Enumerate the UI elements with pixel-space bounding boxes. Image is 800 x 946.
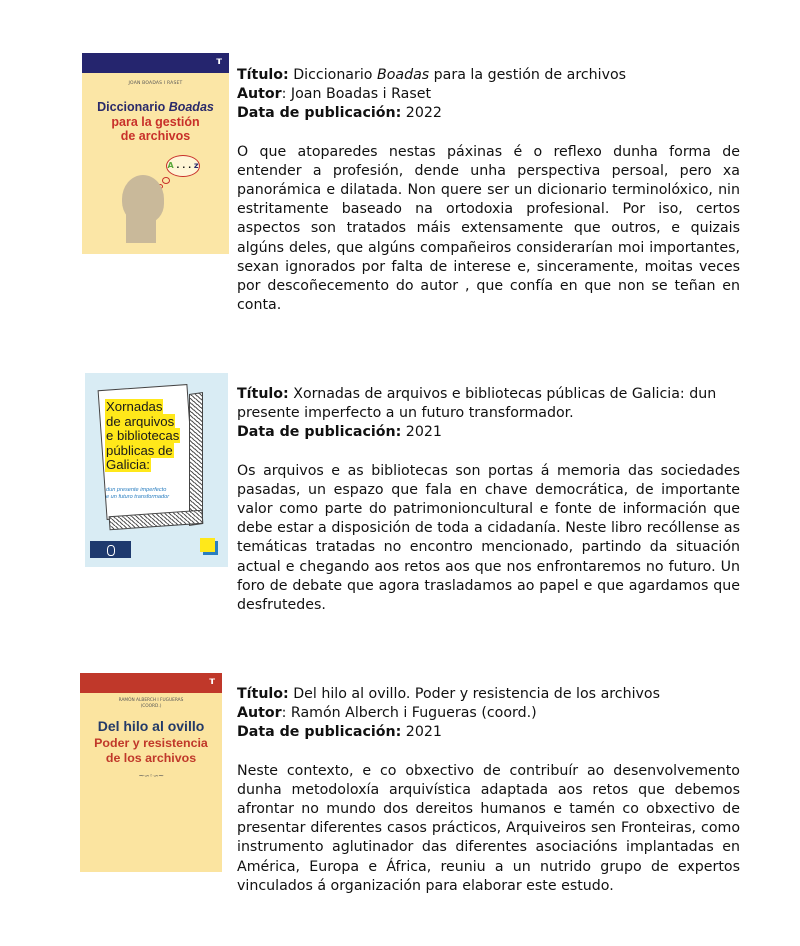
book-description: Os arquivos e as bibliotecas son portas á memoria das sociedades pasadas, un espazo que fala en chave democrática, de importante valor como parte do patrimonioncultural e fonte de información que debe estar a disposición de toda a cidadanía. Neste libro recóllense as temáticas tratadas no encontro mencionado, partindo da situación actual e chegando aos retos aos que nos enfrontaremos no futuro. Un foro de debate que agora trasladamos ao papel e que agardamos que desfrutedes. (237, 462, 740, 614)
cover-author-role: (COORD.) (140, 704, 162, 709)
cover-subtitle-line: para la gestión (111, 115, 200, 129)
cover-author-name: RAMÓN ALBERCH I FUGUERAS (118, 698, 184, 703)
cover-top-band (80, 673, 222, 693)
book-title-line (237, 66, 740, 85)
cover-subtitle-line: de los archivos (105, 751, 197, 765)
cover-title-line: de arquivos (106, 413, 175, 429)
book-description: Neste contexto, e co obxectivo de contribuír ao desenvolvemento dunha metodoloxía arquivística adaptada aos retos que debemos afrontar no mundo dos dereitos humanos e tamén co obxectivo de presentar diferentes casos prácticos, Arquiveiros sen Fronteiras, como instrumento aglutinador das diferentes asociacións implantadas en América, Europa e África, reuniu a un nutrido grupo de expertos vinculados á organización para elaborar este estudo. (237, 762, 740, 894)
book-title-line (237, 685, 740, 704)
cover-subtitle-line: Poder y resistencia (94, 736, 208, 750)
author-separator: : (281, 86, 291, 103)
book-info (237, 385, 740, 615)
book-author-line (237, 85, 740, 104)
date-label: Data de publicación: (237, 724, 402, 741)
cover-title-line: Galicia: (106, 457, 150, 473)
cover-title (105, 400, 213, 473)
book-title-italic: Boadas (376, 67, 430, 83)
cover-title: Del hilo al ovillo (97, 718, 205, 734)
publisher-logo-icon: т (216, 56, 222, 67)
book-info (237, 685, 740, 896)
cover-top-band (82, 53, 229, 73)
cover-title-line: e bibliotecas (106, 428, 180, 444)
book-cover-image (85, 373, 228, 567)
book-title: Del hilo al ovillo. Poder y resistencia de los archivos (288, 686, 660, 702)
cover-title-text: Diccionario (97, 100, 169, 114)
title-label: Título: (237, 386, 289, 402)
bubble-letter-a: A (167, 161, 174, 170)
book-author-line (237, 704, 740, 723)
book-date-line (237, 104, 740, 123)
institution-logo-icon (90, 541, 131, 558)
ornament-icon: ~∽◦∽~ (138, 772, 164, 780)
cover-title (82, 100, 229, 114)
bubble-dots: . . . (173, 161, 194, 170)
book-date: 2021 (401, 724, 442, 741)
book-date: 2021 (401, 424, 442, 441)
book-author: Ramón Alberch i Fugueras (coord.) (290, 705, 537, 722)
cover-subtitle-line: e un futuro transformador (106, 493, 170, 500)
author-label: Autor (237, 86, 282, 103)
cover-subtitle (106, 487, 206, 501)
bubble-letter-z: z (193, 161, 199, 170)
title-label: Título: (237, 67, 289, 83)
thought-bubble-icon (166, 155, 200, 177)
book-title-line (237, 385, 740, 423)
date-label: Data de publicación: (237, 424, 402, 441)
author-label: Autor (237, 705, 282, 722)
publisher-logo-icon: т (209, 676, 215, 687)
book-title: Xornadas de arquivos e bibliotecas públicas de Galicia: dun presente imperfecto a un futuro transformador. (237, 386, 717, 422)
book-title: para la gestión de archivos (429, 67, 627, 83)
date-label: Data de publicación: (237, 105, 402, 122)
cover-author (80, 698, 222, 710)
cover-subtitle-line: dun presente imperfecto (106, 487, 167, 493)
neck-silhouette-icon (126, 213, 156, 243)
book-description: O que atoparedes nestas páxinas é o reflexo dunha forma de entender a profesión, dende unha perspectiva persoal, pero xa panorámica e dilatada. Non quere ser un dicionario terminolóxico, nin estritamente baseado na ortodoxia profesional. Por iso, certos aspectos son tratados máis extensamente que outros, e quizais algúns deles, que algúns compañeiros considerarían moi importantes, sexan ignorados por falta de interese e, sinceramente, moitas veces por descoñecemento do autor , que confía en que non se teñan en conta. (237, 143, 740, 314)
book-cover-image (82, 53, 229, 254)
cover-title-italic: Boadas (168, 100, 214, 114)
book-date-line (237, 423, 740, 442)
cover-title-line: públicas de (106, 442, 173, 458)
cover-subtitle (80, 736, 222, 766)
event-logo-icon (200, 538, 215, 552)
cover-author: JOAN BOADAS I RASET (128, 81, 183, 86)
cover-title-line: Xornadas (106, 399, 163, 414)
book-info (237, 66, 740, 315)
title-label: Título: (237, 686, 289, 702)
bubble-dot-icon (162, 177, 170, 184)
cover-subtitle (82, 115, 229, 143)
book-date-line (237, 723, 740, 742)
book-date: 2022 (401, 105, 442, 122)
book-author: Joan Boadas i Raset (290, 86, 432, 103)
author-separator: : (281, 705, 291, 722)
cover-subtitle-line: de archivos (120, 129, 191, 143)
book-title: Diccionario (288, 67, 377, 83)
book-cover-image (80, 673, 222, 872)
